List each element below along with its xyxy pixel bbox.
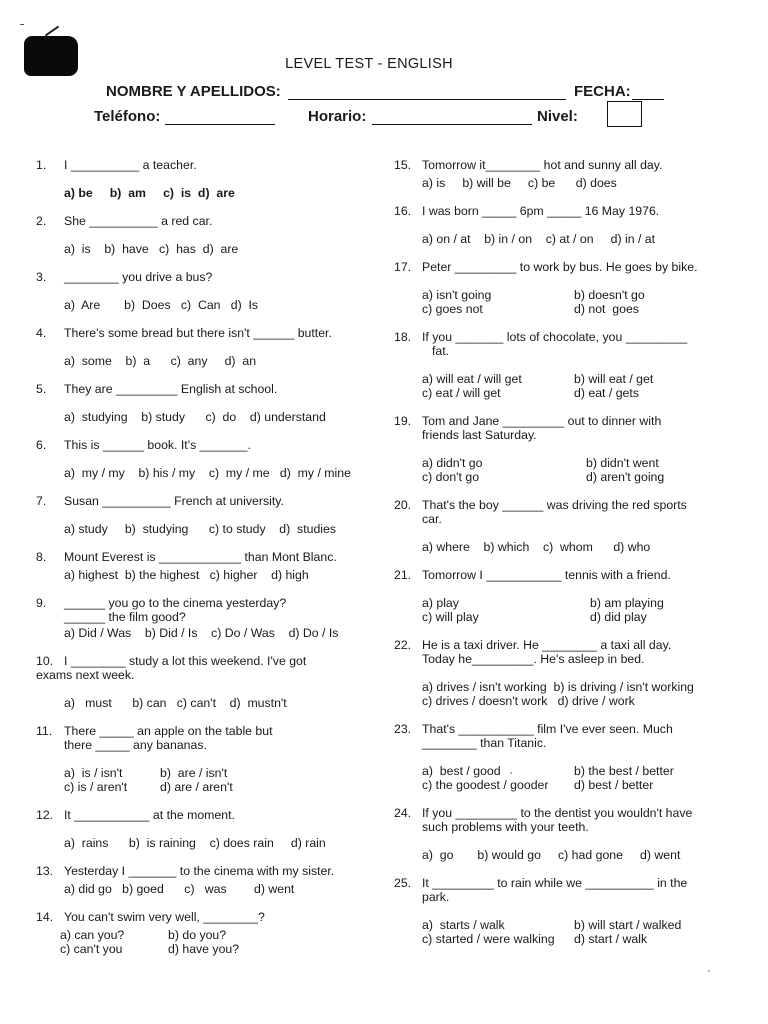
question-22 xyxy=(394,638,724,708)
question-text: He is a taxi driver. He ________ a taxi all day. xyxy=(422,638,672,652)
option-d: d) start / walk xyxy=(574,932,648,946)
question-options: a) my / my b) his / my c) my / me d) my / mine xyxy=(64,466,351,480)
option-b: b) will start / walked xyxy=(574,918,682,932)
question-text-cont: ______ the film good? xyxy=(64,610,186,624)
horario-field[interactable] xyxy=(372,124,532,125)
question-number: 9. xyxy=(36,596,47,610)
question-12 xyxy=(36,808,366,850)
option-b: b) do you? xyxy=(168,928,227,942)
option-b: b) will eat / get xyxy=(574,372,654,386)
question-text: I ________ study a lot this weekend. I've got xyxy=(64,654,307,668)
question-text-cont: Today he_________. He's asleep in bed. xyxy=(422,652,645,666)
option-d: d) best / better xyxy=(574,778,654,792)
question-number: 8. xyxy=(36,550,47,564)
question-18 xyxy=(394,330,724,400)
question-options: a) go b) would go c) had gone d) went xyxy=(422,848,681,862)
question-20 xyxy=(394,498,724,554)
question-10 xyxy=(36,654,366,710)
page-title: LEVEL TEST - ENGLISH xyxy=(285,56,453,72)
fecha-label: FECHA: xyxy=(574,83,631,100)
question-number: 22. xyxy=(394,638,412,652)
option-a: a) play xyxy=(422,596,459,610)
question-options: a) drives / isn't working b) is driving / isn't working xyxy=(422,680,694,694)
question-options: c) drives / doesn't work d) drive / work xyxy=(422,694,635,708)
question-options: a) where b) which c) whom d) who xyxy=(422,540,651,554)
option-d: d) not goes xyxy=(574,302,639,316)
questions-left xyxy=(36,158,366,956)
question-options: a) did go b) goed c) was d) went xyxy=(64,882,295,896)
question-options: a) Are b) Does c) Can d) Is xyxy=(64,298,259,312)
question-text: ________ you drive a bus? xyxy=(64,270,213,284)
question-text: There's some bread but there isn't ______ butter. xyxy=(64,326,332,340)
option-b: b) didn't went xyxy=(586,456,659,470)
question-24 xyxy=(394,806,724,862)
question-text: Tomorrow it________ hot and sunny all day. xyxy=(422,158,663,172)
question-options: a) must b) can c) can't d) mustn't xyxy=(64,696,287,710)
question-19 xyxy=(394,414,724,484)
nivel-label: Nivel: xyxy=(537,108,578,125)
option-c: c) is / aren't xyxy=(64,780,128,794)
question-options xyxy=(394,372,724,400)
question-number: 21. xyxy=(394,568,412,582)
question-number: 24. xyxy=(394,806,412,820)
question-text: It _________ to rain while we __________ in the xyxy=(422,876,688,890)
question-text: It ___________ at the moment. xyxy=(64,808,235,822)
question-text-cont: ________ than Titanic. xyxy=(422,736,547,750)
option-c: c) can't you xyxy=(60,942,123,956)
scan-speck xyxy=(510,772,512,774)
nombre-field[interactable] xyxy=(288,99,566,100)
question-1 xyxy=(36,158,366,200)
option-a: a) didn't go xyxy=(422,456,483,470)
scan-mark xyxy=(20,24,24,25)
question-number: 7. xyxy=(36,494,47,508)
question-options: a) some b) a c) any d) an xyxy=(64,354,257,368)
question-options: a) study b) studying c) to study d) studies xyxy=(64,522,337,536)
question-text-cont: friends last Saturday. xyxy=(422,428,537,442)
option-a: a) isn't going xyxy=(422,288,492,302)
fecha-field[interactable] xyxy=(632,99,664,100)
nivel-box[interactable] xyxy=(607,101,642,127)
option-c: c) don't go xyxy=(422,470,480,484)
question-9 xyxy=(36,596,366,640)
question-text: I __________ a teacher. xyxy=(64,158,197,172)
scan-mark xyxy=(45,26,59,37)
question-text: That's the boy ______ was driving the red sports xyxy=(422,498,687,512)
question-text-cont: fat. xyxy=(432,344,450,358)
question-number: 11. xyxy=(36,724,53,738)
question-number: 13. xyxy=(36,864,54,878)
question-text: This is ______ book. It's _______. xyxy=(64,438,251,452)
scan-speck xyxy=(708,970,710,972)
question-8 xyxy=(36,550,366,582)
question-5 xyxy=(36,382,366,424)
question-number: 5. xyxy=(36,382,47,396)
question-options: a) on / at b) in / on c) at / on d) in / at xyxy=(422,232,656,246)
question-number: 19. xyxy=(394,414,412,428)
question-text-cont: park. xyxy=(422,890,450,904)
option-b: b) are / isn't xyxy=(160,766,228,780)
question-options xyxy=(36,928,366,956)
option-d: d) are / aren't xyxy=(160,780,233,794)
question-options: a) be b) am c) is d) are xyxy=(64,186,235,200)
question-number: 23. xyxy=(394,722,412,736)
option-d: d) have you? xyxy=(168,942,240,956)
question-text: She __________ a red car. xyxy=(64,214,213,228)
option-d: d) aren't going xyxy=(586,470,665,484)
question-2 xyxy=(36,214,366,256)
question-text: Susan __________ French at university. xyxy=(64,494,284,508)
question-15 xyxy=(394,158,724,190)
question-options xyxy=(394,764,724,792)
question-text: Tomorrow I ___________ tennis with a friend. xyxy=(422,568,671,582)
question-text-cont: there _____ any bananas. xyxy=(64,738,207,752)
question-25 xyxy=(394,876,724,946)
question-number: 6. xyxy=(36,438,47,452)
question-text: They are _________ English at school. xyxy=(64,382,278,396)
question-options xyxy=(36,766,366,794)
question-16 xyxy=(394,204,724,246)
question-options xyxy=(394,288,724,316)
question-options: a) studying b) study c) do d) understand xyxy=(64,410,326,424)
option-d: d) eat / gets xyxy=(574,386,639,400)
question-text-cont: exams next week. xyxy=(36,668,135,682)
question-4 xyxy=(36,326,366,368)
question-options: a) is b) will be c) be d) does xyxy=(422,176,617,190)
question-text: ______ you go to the cinema yesterday? xyxy=(64,596,287,610)
question-number: 20. xyxy=(394,498,412,512)
question-text: There _____ an apple on the table but xyxy=(64,724,273,738)
question-text: Tom and Jane _________ out to dinner with xyxy=(422,414,662,428)
question-7 xyxy=(36,494,366,536)
option-b: b) doesn't go xyxy=(574,288,645,302)
question-17 xyxy=(394,260,724,316)
question-text: Mount Everest is ____________ than Mont Blanc. xyxy=(64,550,337,564)
horario-label: Horario: xyxy=(308,108,367,125)
questions-right xyxy=(394,158,724,946)
option-b: b) the best / better xyxy=(574,764,674,778)
question-text: You can't swim very well, ________? xyxy=(64,910,265,924)
option-a: a) best / good xyxy=(422,764,501,778)
question-number: 25. xyxy=(394,876,412,890)
question-options xyxy=(394,456,724,484)
question-number: 18. xyxy=(394,330,412,344)
question-number: 14. xyxy=(36,910,54,924)
question-options: a) rains b) is raining c) does rain d) rain xyxy=(64,836,326,850)
question-11 xyxy=(36,724,366,794)
question-text: If you _______ lots of chocolate, you _________ xyxy=(422,330,688,344)
question-text: I was born _____ 6pm _____ 16 May 1976. xyxy=(422,204,660,218)
question-options xyxy=(394,918,724,946)
option-a: a) will eat / will get xyxy=(422,372,522,386)
option-d: d) did play xyxy=(590,610,647,624)
question-options: a) highest b) the highest c) higher d) high xyxy=(64,568,309,582)
telefono-label: Teléfono: xyxy=(94,108,161,125)
question-text: Yesterday I _______ to the cinema with my sister. xyxy=(64,864,335,878)
question-options: a) Did / Was b) Did / Is c) Do / Was d) Do / Is xyxy=(64,626,339,640)
question-number: 10. xyxy=(36,654,54,668)
question-14 xyxy=(36,910,366,956)
question-number: 17. xyxy=(394,260,412,274)
question-text-cont: such problems with your teeth. xyxy=(422,820,589,834)
question-text: Peter _________ to work by bus. He goes by bike. xyxy=(422,260,698,274)
question-number: 15. xyxy=(394,158,412,172)
option-a: a) starts / walk xyxy=(422,918,505,932)
option-c: c) started / were walking xyxy=(422,932,555,946)
question-text-cont: car. xyxy=(422,512,442,526)
question-21 xyxy=(394,568,724,624)
question-options xyxy=(394,596,724,624)
option-c: c) will play xyxy=(422,610,479,624)
question-6 xyxy=(36,438,366,480)
option-b: b) am playing xyxy=(590,596,664,610)
question-text: If you _________ to the dentist you wouldn't have xyxy=(422,806,693,820)
question-number: 1. xyxy=(36,158,47,172)
nombre-label: NOMBRE Y APELLIDOS: xyxy=(106,83,281,100)
question-number: 4. xyxy=(36,326,47,340)
question-number: 3. xyxy=(36,270,47,284)
option-c: c) eat / will get xyxy=(422,386,501,400)
question-text: That's ___________ film I've ever seen. Much xyxy=(422,722,673,736)
option-a: a) is / isn't xyxy=(64,766,123,780)
option-a: a) can you? xyxy=(60,928,125,942)
question-options: a) is b) have c) has d) are xyxy=(64,242,239,256)
question-number: 2. xyxy=(36,214,47,228)
question-3 xyxy=(36,270,366,312)
question-13 xyxy=(36,864,366,896)
question-number: 16. xyxy=(394,204,412,218)
option-c: c) goes not xyxy=(422,302,483,316)
question-23 xyxy=(394,722,724,792)
question-number: 12. xyxy=(36,808,54,822)
option-c: c) the goodest / gooder xyxy=(422,778,549,792)
telefono-field[interactable] xyxy=(165,124,275,125)
